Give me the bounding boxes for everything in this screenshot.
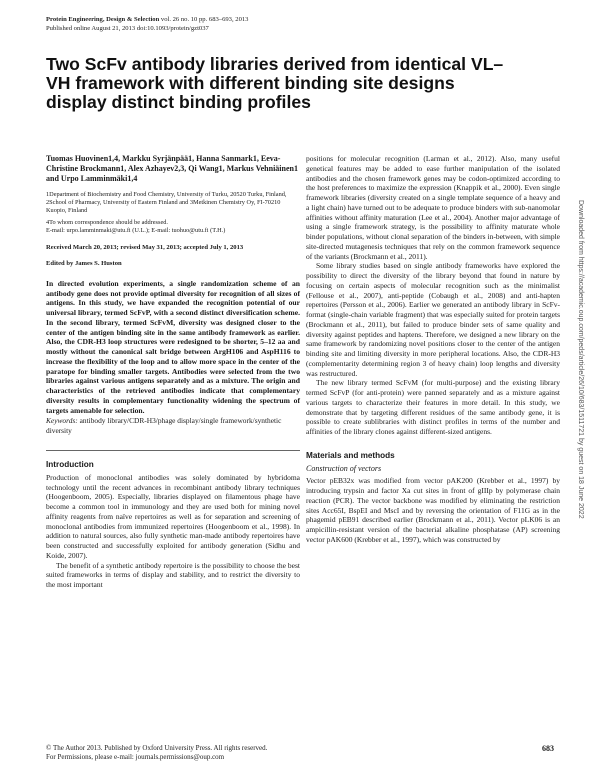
keywords xyxy=(46,416,300,435)
right-column xyxy=(306,154,560,545)
body-paragraph-2: Some library studies based on single antibody frameworks have explored the possibility to direct the diversity of the library beyond that found in nature by focusing on certain aspects of molecular recognition such as the minimalist (Fellouse et al., 2007), anti-peptide (Cobaugh et al., 2008) and anti-hapten repertoires (Persson et al., 2006). Earlier we generated an antibody library in ScFv-format (single-chain variable fragment) that was especially suited for protein targets (Brockmann et al., 2011), but failed to produce binder sets of same quality and diversity against peptides and haptens. Therefore, we designed a new library on the same framework by randomizing novel positions closer to the center of the antigen binding site and limiting diversity in more peripheral locations. Also, the CDR-H3 (complementarity determining region 3 of heavy chain) loop lengths and diversity was restructured. xyxy=(306,261,560,378)
journal-name: Protein Engineering, Design & Selection xyxy=(46,16,160,23)
intro-paragraph-2: The benefit of a synthetic antibody repertoire is the possibility to choose the best suited frameworks in terms of display and stability, and to restrict the diversity to the most important xyxy=(46,560,300,590)
keywords-label: Keywords: xyxy=(46,416,78,426)
methods-subheading: Construction of vectors xyxy=(306,463,382,473)
intro-heading: Introduction xyxy=(46,460,94,470)
left-column xyxy=(46,154,300,590)
body-paragraph-3: The new library termed ScFvM (for multi-purpose) and the existing library termed ScFvP (for anti-protein) were panned separately and as a mixture against various targets to characterize their features in more detail. In this study, we demonstrate that by targeting different residues of the same antibody gene, it is possible to create sublibraries with distinct profiles in terms of the number and affinities of the library clones against different-sized antigens. xyxy=(306,378,560,436)
abstract: In directed evolution experiments, a single randomization scheme of an antibody gene does not provide optimal diversity for recognition of all sizes of antigens. In this study, we have expanded the recognition potential of our universal library, termed ScFvP, with a second distinct diversification scheme. In the second library, termed ScFvM, diversity was designed closer to the center of the antigen binding site in the same antibody framework as earlier. Also, the CDR-H3 loop structures were redesigned to be shorter, 5–12 aa and mostly without the canonical salt bridge between ArgH106 and AspH116 to increase the flexibility of the loop and to allow more space in the center of the paratope for binding smaller targets. Antibodies were selected from the two libraries against various antigens separately and as a mixture. The origin and characteristics of the retrieved antibodies indicate that complementary diversity results in complementary functionality widening the spectrum of targets amenable for selection. xyxy=(46,278,300,415)
copyright-line: © The Author 2013. Published by Oxford University Press. All rights reserved. xyxy=(46,744,268,752)
methods-paragraph-1: Vector pEB32x was modified from vector pAK200 (Krebber et al., 1997) by introducing trypsin and factor Xa cut sites in front of gIIIp by polymerase chain reaction (PCR). The vector backbone was modified by eliminating the restriction sites Acc65I, BspEI and MscI and by reversing the orientation of F11G as in the phagemid pEB91 described earlier (Brockmann et al., 2011). Vector pLK06 is an ampicillin-resistant version of the bacterial alkaline phosphatase (AP) screening vector pAK600 (Krebber et al., 1997), which was constructed by xyxy=(306,476,560,544)
download-watermark-text: Downloaded from https://academic.oup.com/peds/article/26/10/683/1511721 by guest on 18 June 2022 xyxy=(577,200,584,519)
affiliation: 1Department of Biochemistry and Food Chemistry, University of Turku, 20520 Turku, Finland, 2School of Pharmacy, University of Eastern Finland and 3Metkinen Chemistry Oy, FI-70210 Kuopio, Finland xyxy=(46,191,287,214)
author-list: Tuomas Huovinen1,4, Markku Syrjänpää1, Hanna Sanmark1, Eeva-Christine Brockmann1, Alex Azhayev2,3, Qi Wang1, Markus Vehniäinen1 and Urpo Lamminmäki1,4 xyxy=(46,154,298,183)
body-paragraph-1: positions for molecular recognition (Larman et al., 2012). Also, many useful genetical features may be added to ease further manipulation of the isolated antibodies and the chosen framework genes may be codon-optimized according to the host preferences to maximize the expression (Knappik et al., 2000). Even single framework libraries (diversity created on a single template sequence of a heavy and a light chain) have turned out to be adequate to produce binders with sub-nanomolar affinities without affinity maturation (Lee et al., 2004). Another major advantage of using a single framework strategy, is the possibility to affinity maturate whole binder populations, without clonal separation of the binders in-between, with simple site-directed mutagenesis techniques that rely on the common framework sequence of the variants (Brockmann et al., 2011). xyxy=(306,154,560,261)
journal-volume: vol. 26 no. 10 pp. 683–693, 2013 xyxy=(160,16,249,23)
intro-paragraph-1: Production of monoclonal antibodies was solely dominated by hybridoma technology until the recent advances in recombinant antibody library techniques (Hoogenboom, 2005). Especially, libraries displayed on filamentous phage have become a common tool in immunology and they are used both for mining novel affinity reagents from naïve repertoires as well as for separation and screening of monoclonal antibodies from immunized repertoires (Hoogenboom et al., 1998). In addition to natural sources, also fully synthetic man-made antibody repertoires have been constructed and successfully exploited for antibody generation (Sidhu and Koide, 2007). xyxy=(46,472,300,560)
journal-published: Published online August 21, 2013 doi:10.1093/protein/gzt037 xyxy=(46,24,209,32)
download-sidebar xyxy=(574,200,586,620)
correspondence-email[interactable]: E-mail: urpo.lamminmaki@utu.fi (U.L.); E-mail: tuohuo@utu.fi (T.H.) xyxy=(46,227,226,234)
section-divider xyxy=(46,450,300,451)
edited-by: Edited by James S. Huston xyxy=(46,260,122,268)
journal-header xyxy=(46,16,248,33)
page-footer xyxy=(46,744,554,763)
article-title: Two ScFv antibody libraries derived from identical VL–VH framework with different binding site designs display distinct binding profiles xyxy=(46,54,504,113)
permissions-line: For Permissions, please e-mail: journals.permissions@oup.com xyxy=(46,753,225,762)
received-dates: Received March 20, 2013; revised May 31, 2013; accepted July 1, 2013 xyxy=(46,244,244,251)
page-number: 683 xyxy=(542,744,554,753)
methods-heading: Materials and methods xyxy=(306,450,395,460)
correspondence-note: 4To whom correspondence should be addressed. xyxy=(46,219,168,226)
keywords-text: antibody library/CDR-H3/phage display/single framework/synthetic diversity xyxy=(46,416,282,435)
